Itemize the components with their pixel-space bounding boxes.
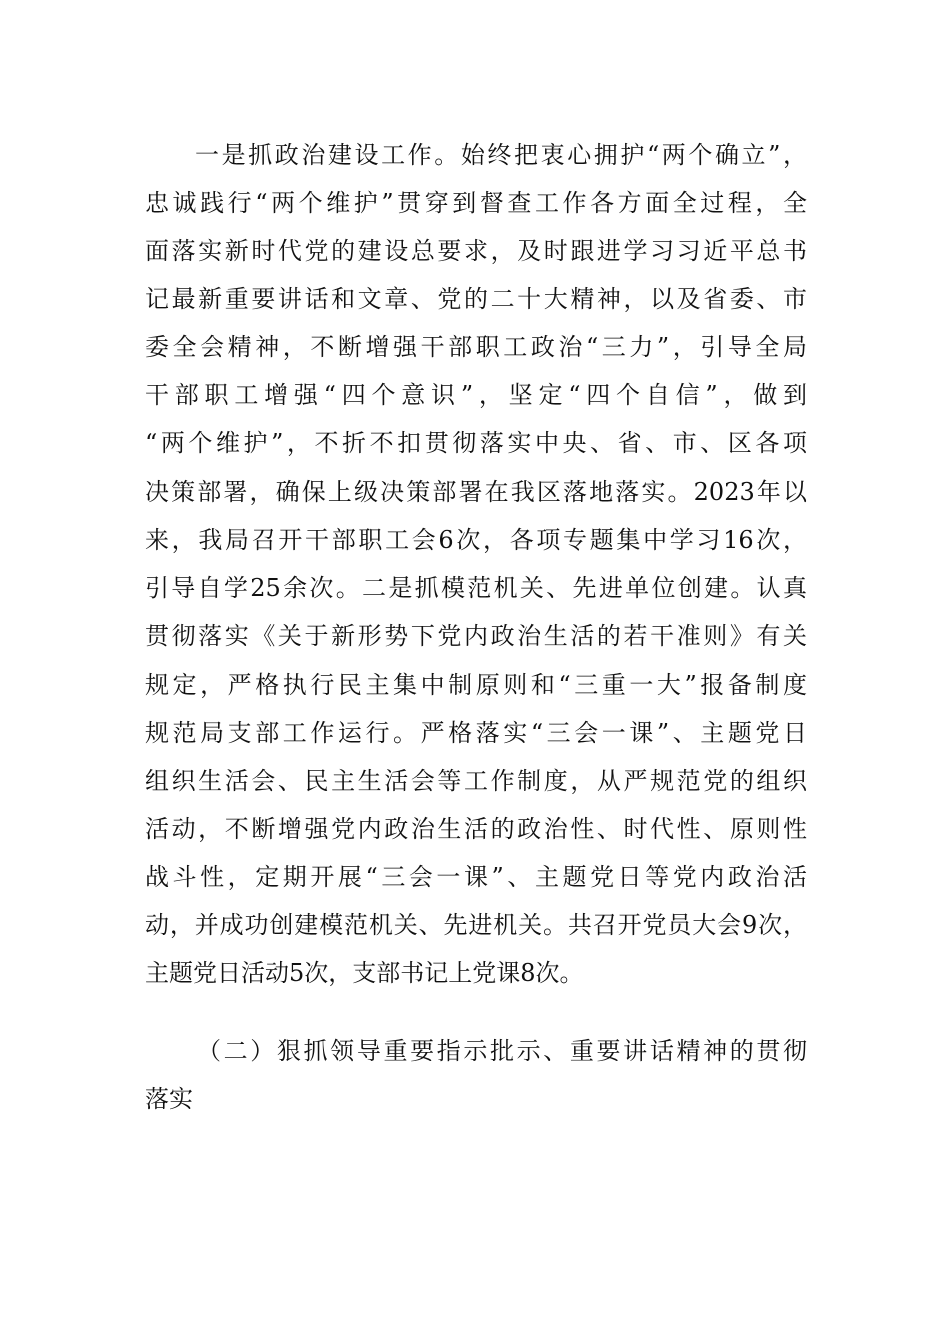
text-line: 来，我局召开干部职工会6次，各项专题集中学习16次， xyxy=(145,526,807,554)
text-line: 忠诚践行“两个维护”贯穿到督查工作各方面全过程，全 xyxy=(145,189,807,217)
text-line: 干部职工增强“四个意识”，坚定“四个自信”，做到 xyxy=(145,381,807,409)
heading-line: （二）狠抓领导重要指示批示、重要讲话精神的贯彻 xyxy=(197,1037,807,1065)
text-line: 记最新重要讲话和文章、党的二十大精神，以及省委、市 xyxy=(145,285,807,313)
text-line: 组织生活会、民主生活会等工作制度，从严规范党的组织 xyxy=(145,767,807,795)
text-line: 战斗性，定期开展“三会一课”、主题党日等党内政治活 xyxy=(145,863,807,891)
text-line: 贯彻落实《关于新形势下党内政治生活的若干准则》有关 xyxy=(145,622,807,650)
heading-line: 落实 xyxy=(145,1085,193,1113)
text-line: 决策部署，确保上级决策部署在我区落地落实。2023年以 xyxy=(145,478,807,506)
text-line: 面落实新时代党的建设总要求，及时跟进学习习近平总书 xyxy=(145,237,807,265)
text-line: 主题党日活动5次，支部书记上党课8次。 xyxy=(145,959,584,987)
text-line: 委全会精神，不断增强干部职工政治“三力”，引导全局 xyxy=(145,333,807,361)
text-line: 活动，不断增强党内政治生活的政治性、时代性、原则性 xyxy=(145,815,807,843)
text-line: 规定，严格执行民主集中制原则和“三重一大”报备制度 xyxy=(145,671,807,699)
text-line: 动，并成功创建模范机关、先进机关。共召开党员大会9次， xyxy=(145,911,807,939)
text-line: 规范局支部工作运行。严格落实“三会一课”、主题党日 xyxy=(145,719,807,747)
text-line: “两个维护”，不折不扣贯彻落实中央、省、市、区各项 xyxy=(145,429,807,457)
text-line: 一是抓政治建设工作。始终把衷心拥护“两个确立”， xyxy=(195,141,807,169)
text-line: 引导自学25余次。二是抓模范机关、先进单位创建。认真 xyxy=(145,574,807,602)
